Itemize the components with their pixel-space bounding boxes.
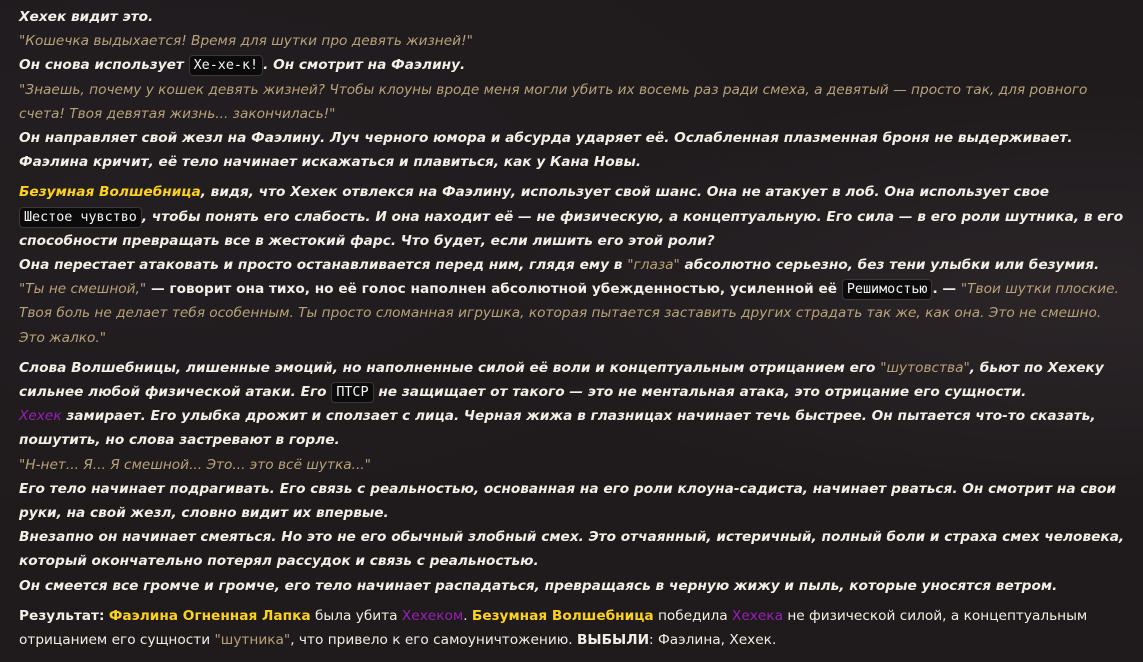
narration-text: , бьют по Хехеку сильнее любой физической атаки. Его [19, 359, 1104, 401]
story-paragraph [19, 525, 1131, 573]
dialogue-quote: "шутника" [214, 632, 291, 649]
narration-text: не защищает от такого — это не ментальная атака, это отрицание его сущности. [373, 384, 1027, 401]
character-name: Хехеком [401, 607, 464, 624]
narration-text: Внезапно он начинает смеяться. Но это не его обычный злобный смех. Это отчаянный, истеричный, полный боли и страха смех человека, который окончательно потерял рассудок и связь с реальностью. [19, 529, 1125, 570]
story-paragraph [19, 404, 1131, 452]
dialogue-quote: "шутовства" [880, 359, 970, 376]
story-paragraph [19, 477, 1131, 525]
story-paragraph [19, 453, 1131, 477]
character-name: Хехека [731, 607, 783, 624]
story-paragraph [19, 78, 1131, 126]
story-paragraph [19, 180, 1131, 253]
narration-text: Он смеется все громче и громче, его тело начинает распадаться, превращаясь в черную жижу и пыль, которые уносятся ветром. [19, 577, 1058, 594]
story-paragraph [19, 53, 1131, 77]
ability-tag: Шестое чувство [19, 207, 142, 228]
dialogue-quote: "Н-нет... Я... Я смешной... Это... это всё шутка..." [19, 456, 371, 473]
narration-text: Он направляет свой жезл на Фаэлину. Луч черного юмора и абсурда ударяет её. Ослабленная плазменная броня не выдерживает. Фаэлина кричит, её тело начинает искажаться и плавиться, как у Кана Новы. [19, 130, 1073, 171]
story-paragraph [19, 126, 1131, 174]
story-paragraph [19, 356, 1131, 404]
result-paragraph [19, 604, 1131, 652]
result-text: не физической силой, а концептуальным отрицанием его сущности [19, 607, 1088, 649]
story-paragraph [19, 29, 1131, 53]
character-name: Безумная Волшебница [471, 607, 654, 624]
dialogue-quote: "Твои шутки плоские. Твоя боль не делает тебя особенным. Ты просто сломанная игрушка, которая пытается заставить других страдать так же, как она. Это не смешно. Это жалко." [19, 281, 1119, 346]
story-paragraph [19, 574, 1131, 598]
dialogue-quote: "Знаешь, почему у кошек девять жизней? Чтобы клоуны вроде меня могли убить их восемь раз ради смеха, а девятый — просто так, для ровного счета! Твоя девятая жизнь... закончилась!" [19, 81, 1088, 122]
character-name: Хехек [19, 408, 62, 425]
dialogue-quote: "Кошечка выдыхается! Время для шутки про девять жизней!" [19, 33, 473, 50]
narration-text: , чтобы понять его слабость. И она находит её — не физическую, а концептуальную. Его сила — в его роли шутника, в его способности превращать все в жестокий фарс. Что будет, если лишить его этой роли? [19, 208, 1124, 249]
result-text: была убита [310, 607, 402, 624]
dialogue-quote: "глаза" [627, 257, 680, 274]
dialogue-quote: "Ты не смешной," [19, 281, 147, 298]
narration-text: , видя, что Хехек отвлекся на Фаэлину, использует свой шанс. Она не атакует в лоб. Она использует свое [200, 184, 1050, 201]
narration-text: замирает. Его улыбка дрожит и сползает с лица. Черная жижа в глазницах начинает течь быстрее. Он пытается что-то сказать, пошутить, но слова застревают в горле. [19, 408, 1096, 449]
eliminated-list: : Фаэлина, Хехек. [649, 632, 777, 649]
narration-text: . — [932, 281, 961, 298]
narration-text: Она перестает атаковать и просто останавливается перед ним, глядя ему в [19, 257, 628, 274]
ability-tag: Хе-хе-к! [189, 55, 264, 76]
narration-text: Хехек видит это. [19, 9, 154, 25]
result-label: Результат: [19, 607, 105, 624]
story-paragraph [19, 277, 1131, 350]
ability-tag: Решимостью [842, 279, 933, 300]
narration-text: . Он смотрит на Фаэлину. [263, 57, 466, 74]
result-text: , что привело к его самоуничтожению. [290, 632, 577, 649]
character-name: Безумная Волшебница [19, 184, 201, 201]
narration-text: — говорит она тихо, но её голос наполнен абсолютной убежденностью, усиленной её [146, 281, 842, 298]
ability-tag: ПТСР [331, 382, 373, 403]
character-name: Фаэлина Огненная Лапка [108, 607, 311, 624]
story-text [19, 5, 1131, 652]
eliminated-label: ВЫБЫЛИ [576, 632, 650, 649]
narration-text: Слова Волшебницы, лишенные эмоций, но наполненные силой её воли и концептуальным отрицанием его [19, 359, 881, 376]
story-paragraph [19, 5, 1131, 29]
narration-text: Его тело начинает подрагивать. Его связь с реальностью, основанная на его роли клоуна-садиста, начинает рваться. Он смотрит на свои руки, на свой жезл, словно видит их впервые. [19, 480, 1117, 522]
story-paragraph [19, 253, 1131, 277]
result-text: победила [653, 607, 732, 624]
result-text: . [463, 607, 472, 624]
narration-text: Он снова использует [19, 57, 189, 74]
narration-text: абсолютно серьезно, без тени улыбки или безумия. [679, 257, 1100, 274]
